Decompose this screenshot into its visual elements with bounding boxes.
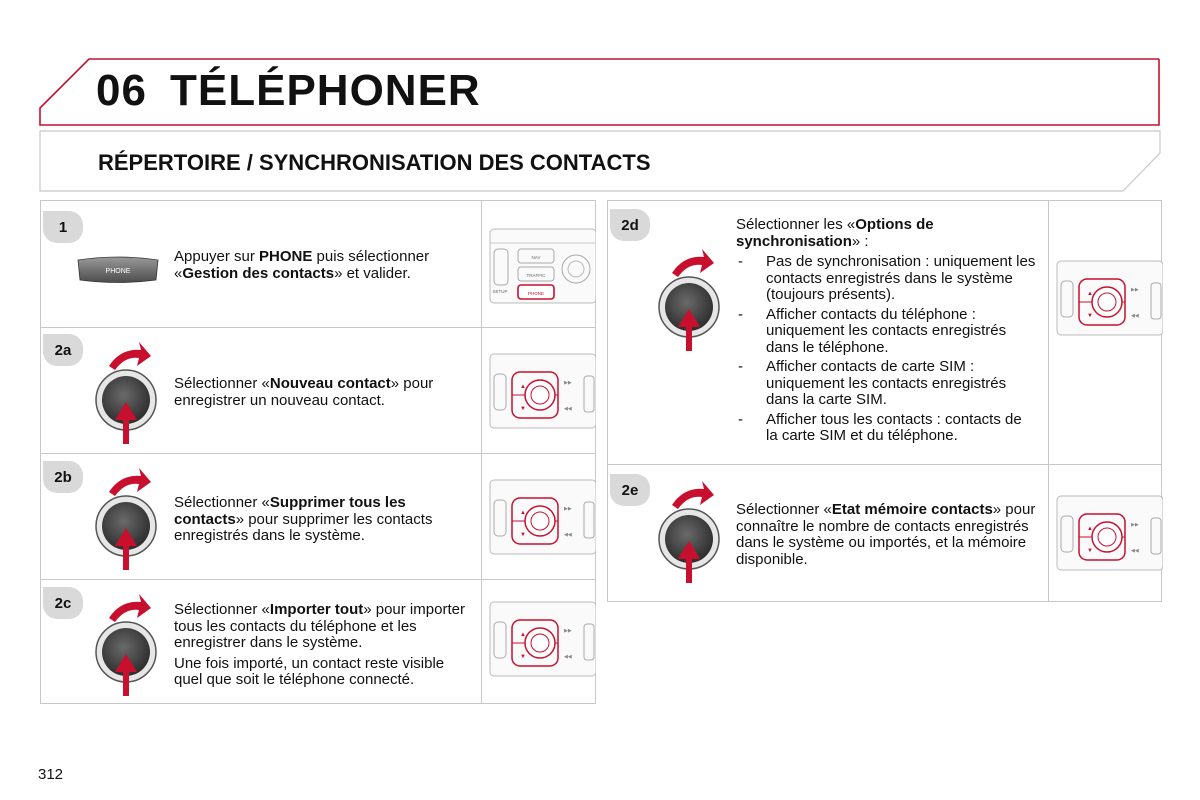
traffic-label: TRAFFIC — [526, 273, 546, 278]
front-panel-knob-illustration — [488, 476, 596, 558]
step-2d-text: Sélectionner les «Options de synchronisation» : - Pas de synchronisation : uniquement les contacts enregistrés dans le système (toujours présents). - Afficher contacts du téléphone : uniquement les contacts enregistrés dans le téléphone. - Afficher contacts de carte SIM : uniquement les contacts enregistrés dans la carte SIM. - Afficher tous les contacts : contacts de la carte SIM et du téléphone. — [736, 216, 1036, 444]
sync-options-list — [736, 254, 1036, 445]
front-panel-knob-illustration — [1055, 492, 1163, 574]
rotary-knob-icon — [654, 243, 724, 353]
phone-key-label: PHONE — [105, 268, 131, 275]
step-row-2a — [41, 327, 595, 453]
step-row-1 — [41, 201, 595, 327]
svg-text:◀◀: ◀◀ — [1131, 548, 1139, 554]
step-badge: 1 — [43, 211, 83, 243]
list-item: - Afficher contacts du téléphone : uniquement les contacts enregistrés dans le téléphone. — [738, 305, 1007, 356]
svg-text:▶▶: ▶▶ — [1131, 287, 1139, 293]
setup-label: SETUP — [492, 289, 508, 294]
step-2e-text: Sélectionner «Etat mémoire contacts» pour connaître le nombre de contacts enregistrés dans le système ou importés, et la mémoire disponible. — [736, 501, 1036, 568]
nav-label: NAV — [531, 255, 541, 260]
phone-label: PHONE — [527, 291, 545, 296]
step-2a-text: Sélectionner «Nouveau contact» pour enregistrer un nouveau contact. — [174, 375, 434, 409]
rotary-knob-icon — [91, 336, 161, 446]
svg-text:▼: ▼ — [520, 406, 526, 412]
right-steps-panel — [607, 200, 1162, 602]
svg-text:▼: ▼ — [520, 654, 526, 660]
step-1-text: Appuyer sur PHONE puis sélectionner «Gestion des contacts» et valider. — [174, 248, 430, 282]
svg-text:▶▶: ▶▶ — [564, 506, 572, 512]
step-badge: 2e — [610, 474, 650, 506]
step-2c-text: Sélectionner «Importer tout» pour importer tous les contacts du téléphone et les enregistrer dans le système. Une fois importé, un contact reste visible quel que soit le téléphone connecté. — [174, 602, 474, 689]
svg-text:▲: ▲ — [1087, 291, 1093, 297]
step-badge: 2b — [43, 461, 83, 493]
list-item: - Afficher tous les contacts : contacts de la carte SIM et du téléphone. — [738, 410, 1022, 444]
step-2c-note: Une fois importé, un contact reste visible quel que soit le téléphone connecté. — [174, 654, 445, 688]
step-2b-text: Sélectionner «Supprimer tous les contacts» pour supprimer les contacts enregistrés dans le système. — [174, 494, 433, 544]
step-row-2c — [41, 579, 595, 703]
svg-text:▼: ▼ — [1087, 548, 1093, 554]
svg-text:▲: ▲ — [520, 510, 526, 516]
rotary-knob-icon — [654, 475, 724, 585]
front-panel-phone-illustration — [488, 225, 596, 307]
svg-text:▲: ▲ — [1087, 526, 1093, 532]
rotary-knob-icon — [91, 588, 161, 698]
svg-text:◀◀: ◀◀ — [1131, 313, 1139, 319]
svg-text:◀◀: ◀◀ — [564, 654, 572, 660]
front-panel-knob-illustration — [1055, 257, 1163, 339]
svg-text:▲: ▲ — [520, 632, 526, 638]
chapter-number: 06 — [96, 66, 147, 115]
svg-text:▼: ▼ — [520, 532, 526, 538]
chapter-title: TÉLÉPHONER — [170, 66, 481, 115]
svg-text:▶▶: ▶▶ — [1131, 522, 1139, 528]
list-item: - Pas de synchronisation : uniquement les contacts enregistrés dans le système (toujours présents). — [738, 253, 1036, 303]
step-badge: 2d — [610, 209, 650, 241]
svg-text:▶▶: ▶▶ — [564, 380, 572, 386]
front-panel-knob-illustration — [488, 598, 596, 680]
front-panel-knob-illustration — [488, 350, 596, 432]
step-badge: 2c — [43, 587, 83, 619]
svg-text:◀◀: ◀◀ — [564, 406, 572, 412]
page-number: 312 — [38, 766, 64, 783]
phone-key-icon — [76, 254, 160, 284]
step-row-2b — [41, 453, 595, 579]
svg-text:◀◀: ◀◀ — [564, 532, 572, 538]
step-row-2d — [608, 201, 1161, 464]
left-steps-panel — [40, 200, 596, 704]
svg-text:▲: ▲ — [520, 384, 526, 390]
svg-text:▶▶: ▶▶ — [564, 628, 572, 634]
svg-text:▼: ▼ — [1087, 313, 1093, 319]
step-badge: 2a — [43, 334, 83, 366]
rotary-knob-icon — [91, 462, 161, 572]
section-title: RÉPERTOIRE / SYNCHRONISATION DES CONTACTS — [98, 150, 651, 175]
list-item: - Afficher contacts de carte SIM : uniquement les contacts enregistrés dans la carte SIM. — [738, 358, 1007, 408]
step-row-2e — [608, 464, 1161, 601]
